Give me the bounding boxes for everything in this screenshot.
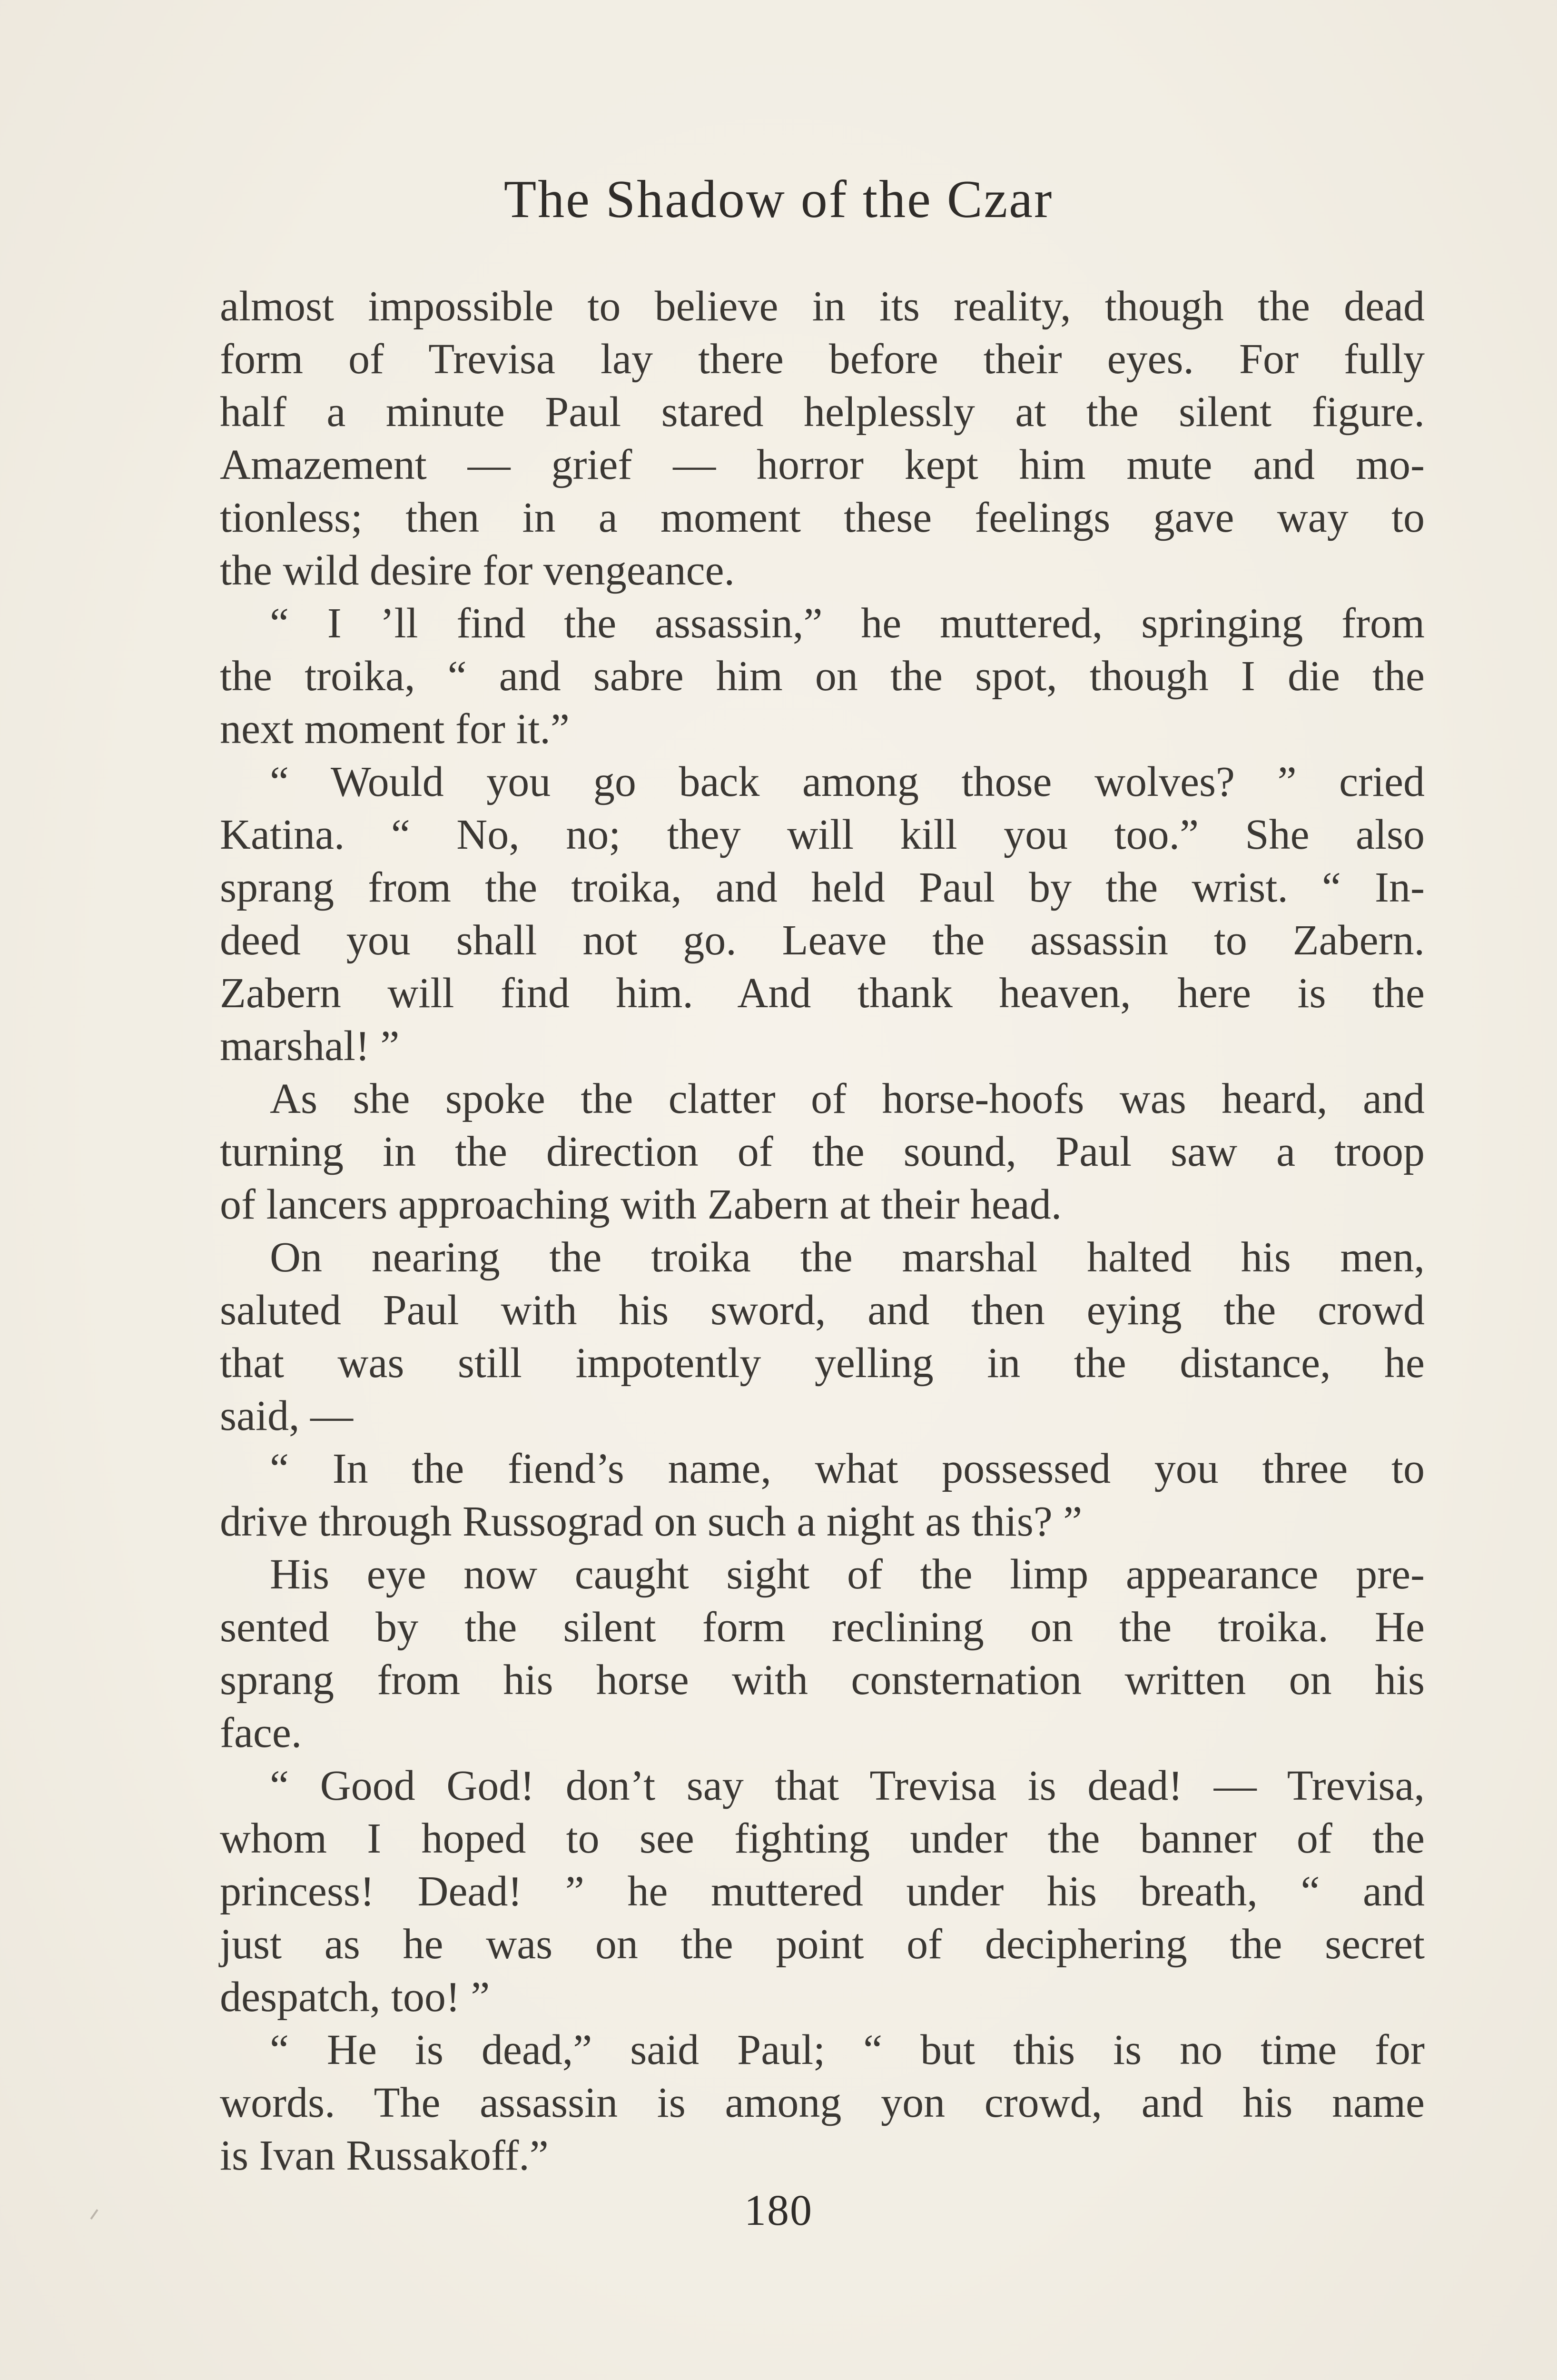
text-line: Zabern will find him. And thank heaven, here is the: [220, 970, 1425, 1017]
text-line: half a minute Paul stared helplessly at the silent figure.: [220, 388, 1425, 436]
text-line: sprang from his horse with consternation written on his: [220, 1656, 1425, 1704]
text-line: “ Would you go back among those wolves? ” cried: [270, 758, 1425, 805]
text-line: drive through Russograd on such a night as this? ”: [220, 1498, 1083, 1545]
text-line: Katina. “ No, no; they will kill you too.” She also: [220, 811, 1425, 858]
text-line: the wild desire for vengeance.: [220, 547, 735, 594]
text-line: whom I hoped to see fighting under the banner of the: [220, 1815, 1425, 1862]
text-line: “ Good God! don’t say that Trevisa is dead! — Trevisa,: [270, 1762, 1425, 1809]
page-number: 180: [744, 2186, 813, 2234]
text-line: almost impossible to believe in its reality, though the dead: [220, 283, 1425, 330]
text-line: just as he was on the point of deciphering the secret: [220, 1921, 1425, 1968]
body-text: [220, 280, 1425, 2182]
text-line: form of Trevisa lay there before their eyes. For fully: [220, 336, 1425, 383]
text-line: saluted Paul with his sword, and then eying the crowd: [220, 1287, 1425, 1334]
text-line: tionless; then in a moment these feelings gave way to: [220, 494, 1425, 541]
text-line: of lancers approaching with Zabern at their head.: [220, 1181, 1062, 1228]
text-line: On nearing the troika the marshal halted his men,: [270, 1234, 1425, 1281]
text-line: “ In the fiend’s name, what possessed you three to: [270, 1445, 1425, 1492]
text-line: princess! Dead! ” he muttered under his breath, “ and: [220, 1868, 1425, 1915]
text-line: “ He is dead,” said Paul; “ but this is no time for: [270, 2026, 1425, 2073]
text-line: deed you shall not go. Leave the assassin to Zabern.: [220, 917, 1425, 964]
text-line: marshal! ”: [220, 1022, 400, 1070]
text-line: sprang from the troika, and held Paul by the wrist. “ In-: [220, 864, 1425, 911]
text-line: that was still impotently yelling in the distance, he: [220, 1339, 1425, 1387]
text-line: face.: [220, 1709, 302, 1756]
running-title: The Shadow of the Czar: [503, 170, 1054, 229]
text-line: “ I ’ll find the assassin,” he muttered, springing from: [270, 600, 1425, 647]
text-line: His eye now caught sight of the limp appearance pre-: [270, 1551, 1425, 1598]
text-line: the troika, “ and sabre him on the spot, though I die the: [220, 653, 1425, 700]
text-line: said, —: [220, 1392, 353, 1439]
text-line: turning in the direction of the sound, Paul saw a troop: [220, 1128, 1425, 1175]
text-line: sented by the silent form reclining on the troika. He: [220, 1604, 1425, 1651]
text-line: words. The assassin is among yon crowd, and his name: [220, 2079, 1425, 2126]
text-line: next moment for it.”: [220, 705, 570, 753]
text-line: despatch, too! ”: [220, 1973, 490, 2021]
text-line: is Ivan Russakoff.”: [220, 2132, 549, 2179]
text-line: As she spoke the clatter of horse-hoofs was heard, and: [270, 1075, 1425, 1122]
text-line: Amazement — grief — horror kept him mute and mo-: [220, 441, 1425, 488]
